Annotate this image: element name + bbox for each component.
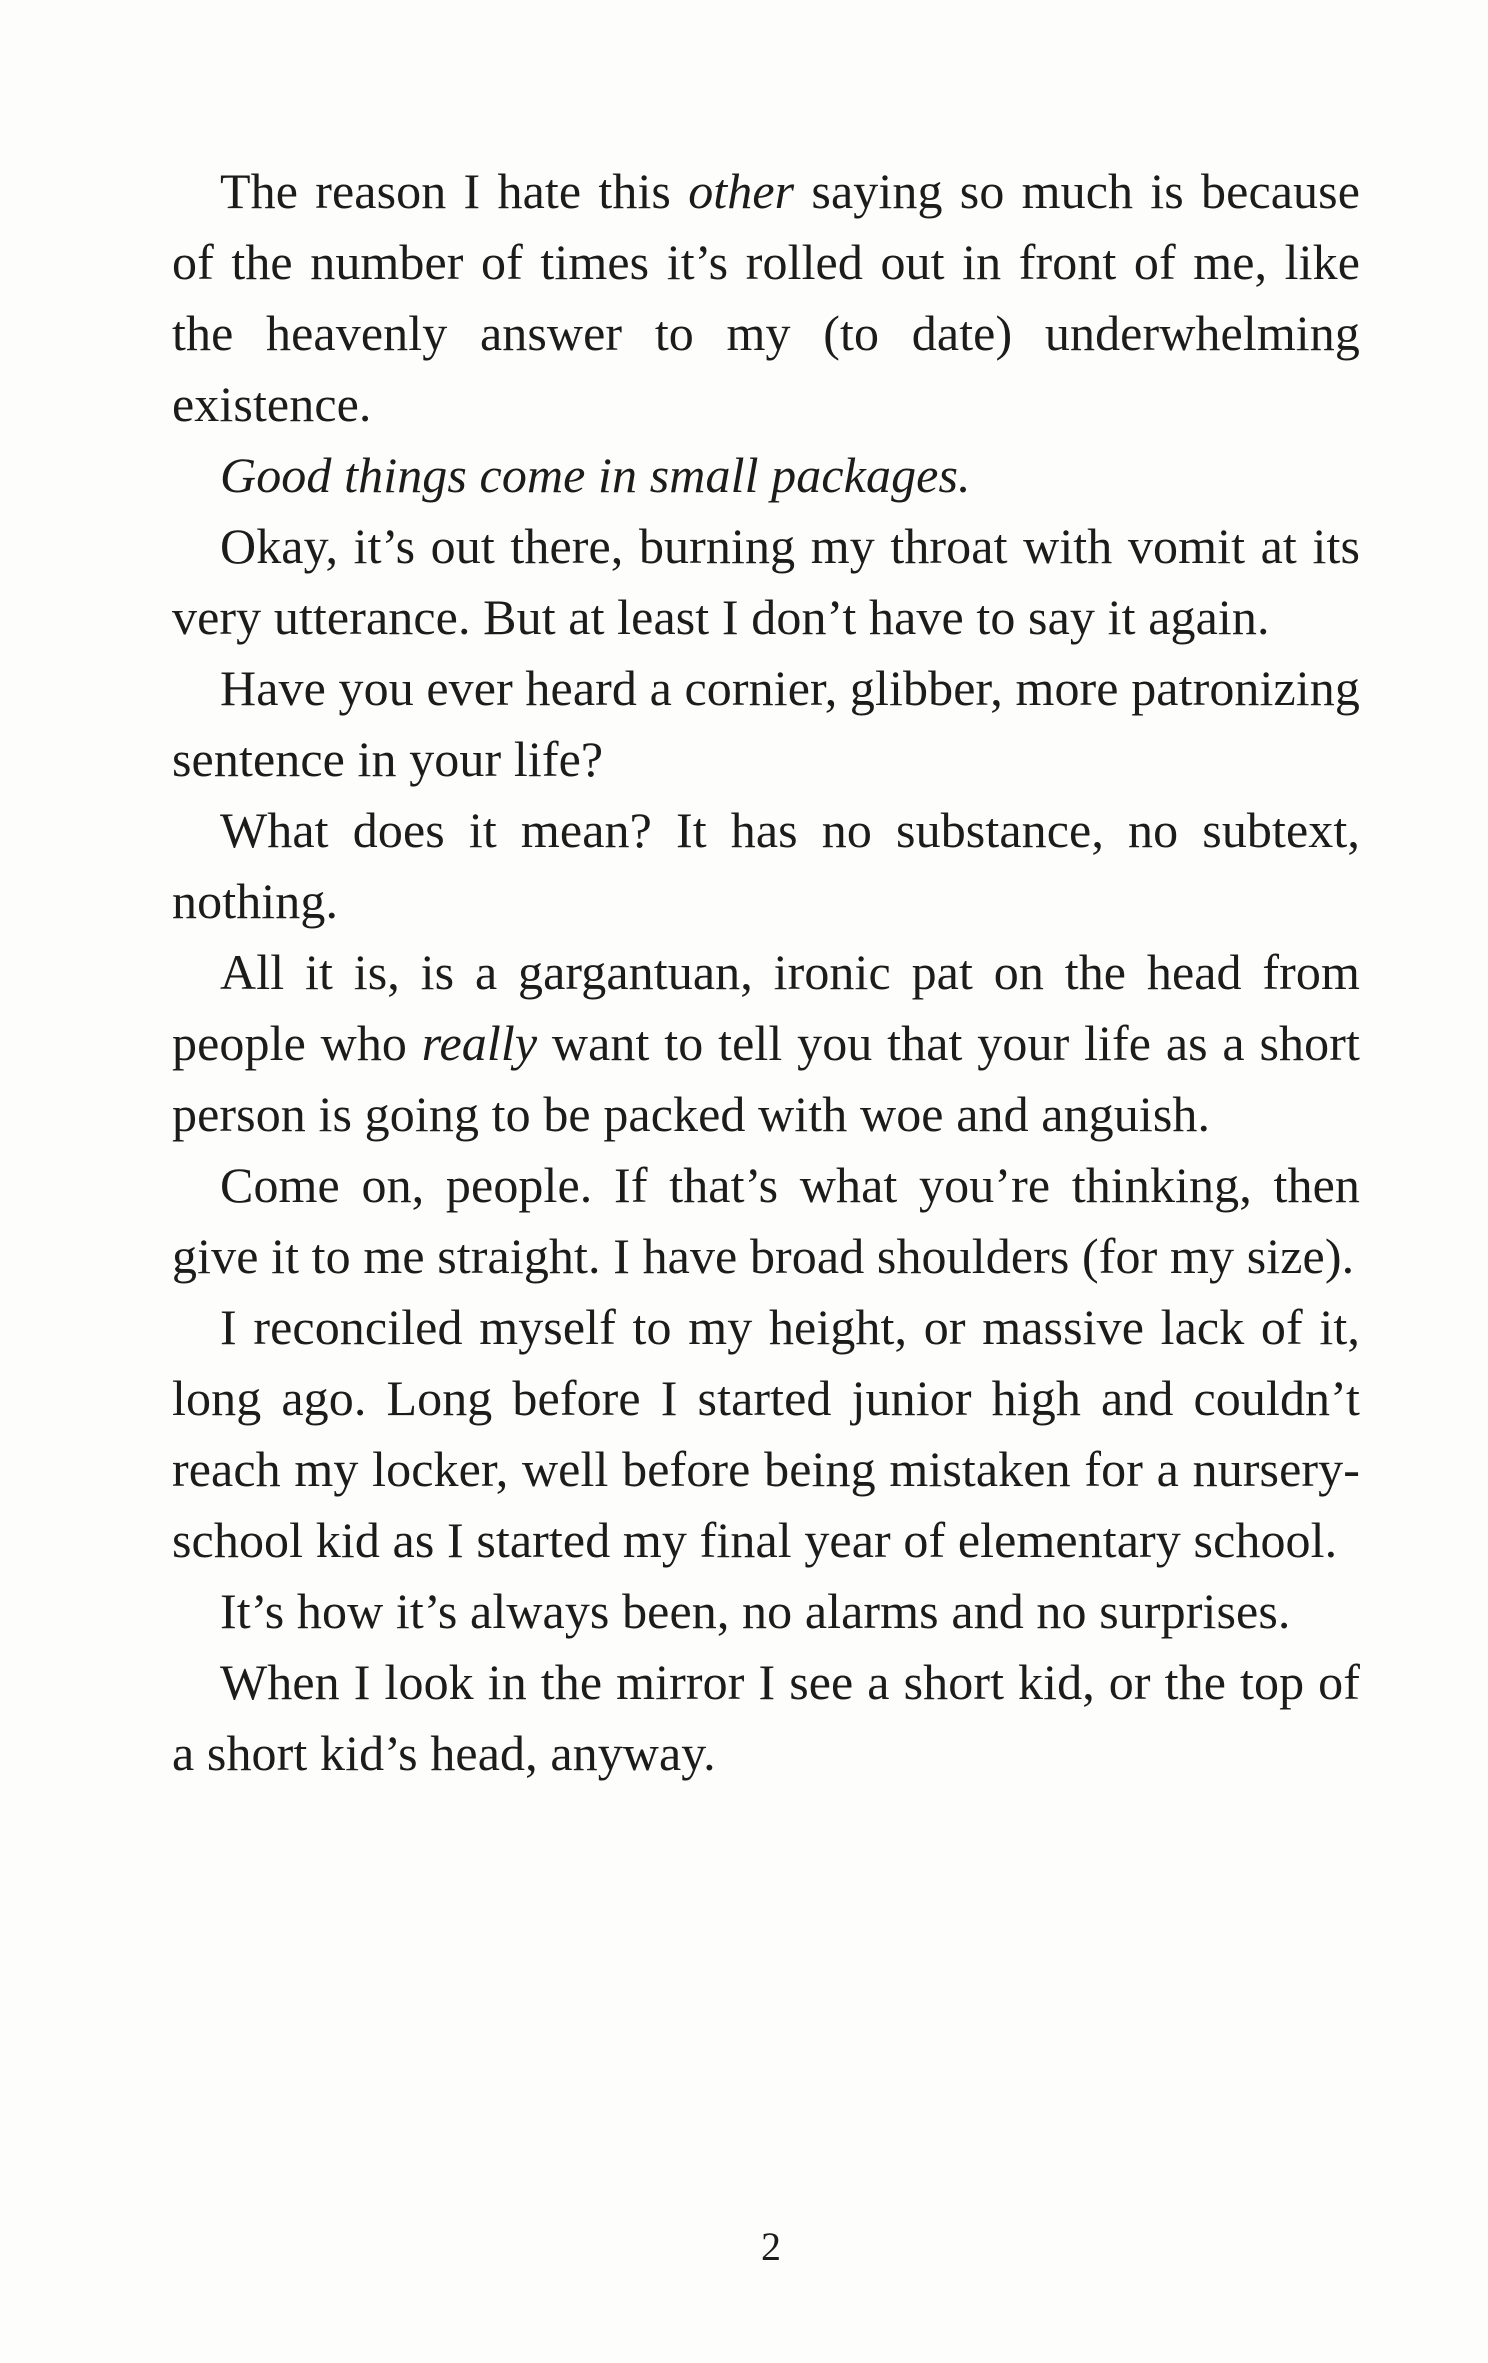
text-run: Okay, it’s out there, burning my throat with vomit at its very utterance. But at least I don’t have to say it again.	[172, 518, 1360, 645]
text-run: When I look in the mirror I see a short kid, or the top of a short kid’s head, anyway.	[172, 1654, 1360, 1781]
text-run: The reason I hate this	[220, 163, 689, 219]
text-run: I reconciled myself to my height, or massive lack of it, long ago. Long before I started junior high and couldn’t reach my locker, well before being mistaken for a nursery-school kid as I started my final year of elementary school.	[172, 1299, 1360, 1568]
text-run: Have you ever heard a cornier, glibber, more patronizing sentence in your life?	[172, 660, 1360, 787]
paragraph	[172, 156, 1360, 440]
text-run: All it is, is a gargantuan, ironic pat on the head from people who	[172, 944, 1360, 1071]
italic-text: really	[421, 1015, 538, 1071]
paragraph	[172, 511, 1360, 653]
italic-text: Good things come in small packages.	[220, 447, 971, 503]
paragraph	[172, 653, 1360, 795]
paragraph	[172, 1292, 1360, 1576]
text-run: Come on, people. If that’s what you’re thinking, then give it to me straight. I have broad shoulders (for my size).	[172, 1157, 1360, 1284]
paragraph	[172, 440, 1360, 511]
paragraph	[172, 1647, 1360, 1789]
body-text	[172, 156, 1360, 1789]
text-run: It’s how it’s always been, no alarms and no surprises.	[220, 1583, 1291, 1639]
paragraph	[172, 937, 1360, 1150]
text-run: What does it mean? It has no substance, no subtext, nothing.	[172, 802, 1360, 929]
paragraph	[172, 1576, 1360, 1647]
paragraph	[172, 1150, 1360, 1292]
paragraph	[172, 795, 1360, 937]
text-run: want to tell you that your life as a short person is going to be packed with woe and anguish.	[172, 1015, 1360, 1142]
page-number: 2	[761, 2224, 781, 2269]
italic-text: other	[688, 163, 795, 219]
text-run: saying so much is because of the number of times it’s rolled out in front of me, like the heavenly answer to my (to date) underwhelming existence.	[172, 163, 1360, 432]
